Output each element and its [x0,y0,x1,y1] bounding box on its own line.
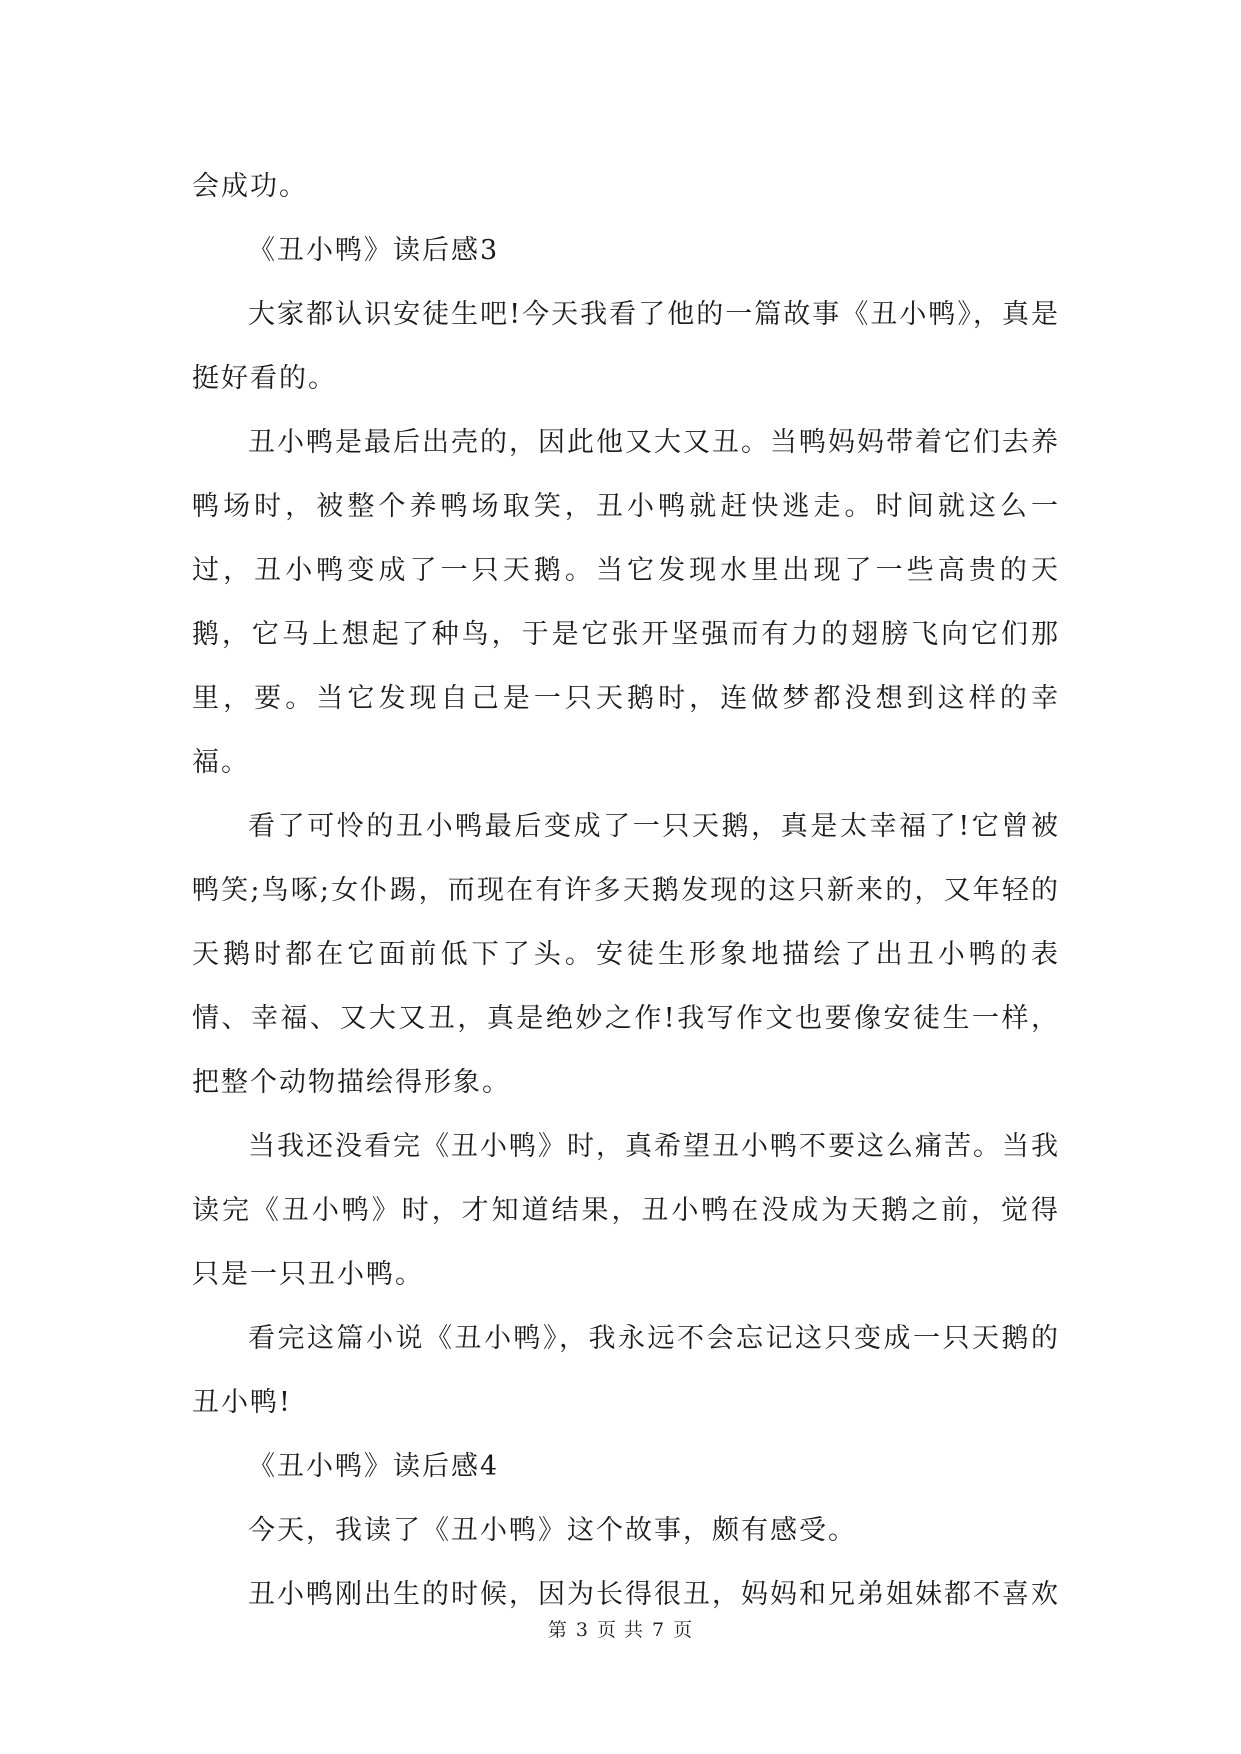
paragraph: 丑小鸭是最后出壳的，因此他又大又丑。当鸭妈妈带着它们去养鸭场时，被整个养鸭场取笑，丑小鸭就赶快逃走。时间就这么一过，丑小鸭变成了一只天鹅。当它发现水里出现了一些高贵的天鹅，它马上想起了种鸟，于是它张开坚强而有力的翅膀飞向它们那里，要。当它发现自己是一只天鹅时，连做梦都没想到这样的幸福。 [192,427,1060,778]
section-heading-3: 《丑小鸭》读后感3 [248,235,500,266]
paragraph-continuation: 会成功。 [192,171,308,202]
paragraph: 当我还没看完《丑小鸭》时，真希望丑小鸭不要这么痛苦。当我读完《丑小鸭》时，才知道结果，丑小鸭在没成为天鹅之前，觉得只是一只丑小鸭。 [192,1131,1060,1290]
document-body [192,155,1060,1627]
paragraph: 看完这篇小说《丑小鸭》，我永远不会忘记这只变成一只天鹅的丑小鸭! [192,1323,1060,1418]
paragraph: 看了可怜的丑小鸭最后变成了一只天鹅，真是太幸福了!它曾被鸭笑;鸟啄;女仆踢，而现在有许多天鹅发现的这只新来的，又年轻的天鹅时都在它面前低下了头。安徒生形象地描绘了出丑小鸭的表情、幸福、又大又丑，真是绝妙之作!我写作文也要像安徒生一样，把整个动物描绘得形象。 [192,811,1060,1098]
footer-middle: 页 共 [596,1619,645,1641]
footer-suffix: 页 [673,1619,694,1641]
paragraph: 大家都认识安徒生吧!今天我看了他的一篇故事《丑小鸭》，真是挺好看的。 [192,299,1060,394]
paragraph: 今天，我读了《丑小鸭》这个故事，颇有感受。 [248,1515,857,1546]
footer-total-pages: 7 [652,1619,666,1641]
paragraph: 丑小鸭刚出生的时候，因为长得很丑，妈妈和兄弟姐妹都不喜欢 [248,1579,1060,1610]
page-footer [0,1615,1241,1642]
footer-current-page: 3 [575,1619,589,1641]
footer-prefix: 第 [547,1619,568,1641]
section-heading-4: 《丑小鸭》读后感4 [248,1451,500,1482]
